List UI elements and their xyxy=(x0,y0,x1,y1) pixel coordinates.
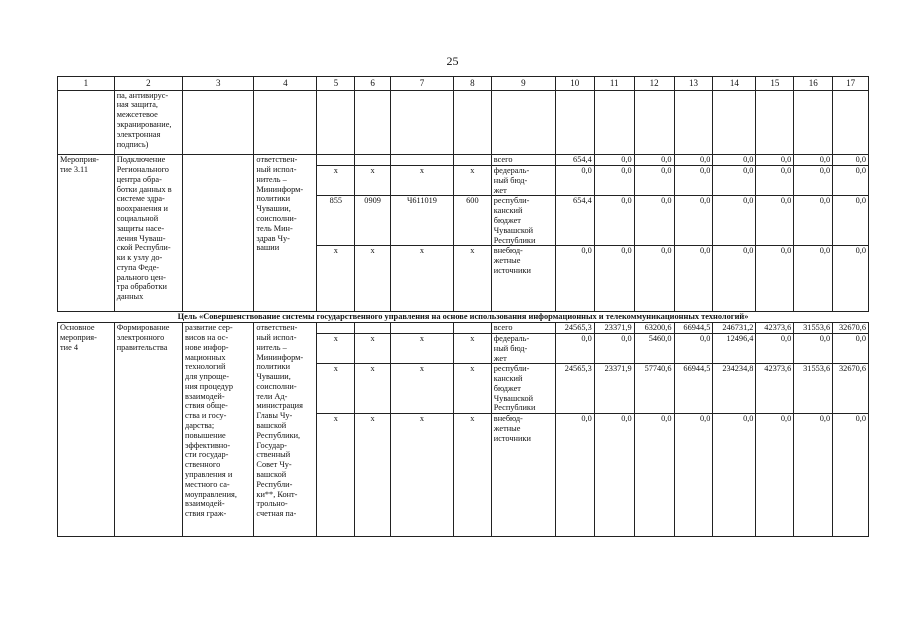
amount-cell: 0,0 xyxy=(634,166,674,196)
event-name-cell xyxy=(114,323,182,537)
column-number: 10 xyxy=(555,77,594,91)
amount-cell: 0,0 xyxy=(594,246,634,312)
cell-line: счетная па- xyxy=(256,509,297,519)
column-number: 6 xyxy=(355,77,391,91)
cell-line: подпись) xyxy=(116,139,149,149)
amount-cell: 0,0 xyxy=(756,155,794,166)
amount-cell: 0,0 xyxy=(674,166,713,196)
amount-cell: 0,0 xyxy=(594,196,634,246)
funding-source-cell xyxy=(491,166,555,196)
table-cell xyxy=(355,90,391,155)
cell-line: здрав Чу- xyxy=(256,233,290,243)
amount-cell: 0,0 xyxy=(794,155,833,166)
amount-cell: 31553,6 xyxy=(794,323,833,334)
cell-line: Подключение xyxy=(116,155,166,165)
cell-line: Мероприя- xyxy=(60,155,99,165)
table-cell xyxy=(674,90,713,155)
amount-cell: 0,0 xyxy=(674,414,713,537)
cell-line: нитель – xyxy=(256,342,287,352)
cell-line: дарства; xyxy=(185,421,215,431)
cell-line: вашской xyxy=(256,421,287,431)
amount-cell: 32670,6 xyxy=(833,364,869,414)
funding-source-cell xyxy=(491,334,555,364)
column-number: 15 xyxy=(756,77,794,91)
cell-line: ответствен- xyxy=(256,155,298,165)
amount-cell: 0,0 xyxy=(713,155,756,166)
column-number: 9 xyxy=(491,77,555,91)
amount-cell: 0,0 xyxy=(833,155,869,166)
cell-line: жет xyxy=(493,185,507,195)
cell-line: вашии xyxy=(256,243,280,253)
amount-cell: 234234,8 xyxy=(713,364,756,414)
cell-line: тель Мин- xyxy=(256,223,293,233)
amount-cell: 0,0 xyxy=(794,166,833,196)
amount-cell: 0,0 xyxy=(674,196,713,246)
cell-line: тие 4 xyxy=(60,342,78,352)
amount-cell: 0,0 xyxy=(555,166,594,196)
column-number: 11 xyxy=(594,77,634,91)
executor-cell xyxy=(254,155,317,312)
amount-cell: 0,0 xyxy=(756,196,794,246)
amount-cell: 0,0 xyxy=(594,155,634,166)
cell-line: управления и xyxy=(185,469,233,479)
table-cell xyxy=(713,90,756,155)
cell-line: всего xyxy=(493,155,513,165)
cell-line: ный испол- xyxy=(256,165,297,175)
cell-line: взаимодей- xyxy=(185,499,225,509)
cell-line: взаимодей- xyxy=(185,391,225,401)
table-cell xyxy=(254,90,317,155)
amount-cell: 0,0 xyxy=(674,246,713,312)
budget-code-cell xyxy=(355,155,391,166)
budget-code-cell: x xyxy=(390,166,453,196)
budget-code-cell: x xyxy=(317,166,355,196)
cell-line: ответствен- xyxy=(256,323,298,333)
amount-cell: 0,0 xyxy=(756,246,794,312)
amount-cell: 42373,6 xyxy=(756,323,794,334)
cell-line: бюджет xyxy=(493,215,521,225)
amount-cell: 654,4 xyxy=(555,155,594,166)
cell-line: жетные xyxy=(493,256,521,266)
cell-line: внебюд- xyxy=(493,246,523,256)
cell-line: Республики xyxy=(493,235,536,245)
event-purpose-cell xyxy=(183,155,254,312)
cell-line: местного са- xyxy=(185,479,230,489)
cell-line: ки**, Конт- xyxy=(256,489,298,499)
amount-cell: 0,0 xyxy=(634,246,674,312)
budget-code-cell: x xyxy=(453,334,491,364)
funding-source-cell xyxy=(491,196,555,246)
cell-line: министрация xyxy=(256,401,303,411)
cell-line: ственный xyxy=(256,450,291,460)
budget-code-cell: x xyxy=(317,246,355,312)
event-name-cell xyxy=(114,155,182,312)
cell-line: Главы Чу- xyxy=(256,411,293,421)
executor-cell xyxy=(254,323,317,537)
budget-code-cell: x xyxy=(390,334,453,364)
amount-cell: 0,0 xyxy=(674,334,713,364)
amount-cell: 0,0 xyxy=(756,414,794,537)
amount-cell: 0,0 xyxy=(674,155,713,166)
cell-line: политики xyxy=(256,194,291,204)
column-number: 13 xyxy=(674,77,713,91)
amount-cell: 0,0 xyxy=(555,246,594,312)
cell-line: ствия обще- xyxy=(185,401,228,411)
cell-line: Республи- xyxy=(256,479,293,489)
cell-line: нитель – xyxy=(256,174,287,184)
budget-code-cell: x xyxy=(355,414,391,537)
amount-cell: 0,0 xyxy=(833,246,869,312)
cell-line: ния процедур xyxy=(185,381,234,391)
cell-line: ступа Феде- xyxy=(116,262,160,272)
budget-code-cell xyxy=(390,155,453,166)
amount-cell: 12496,4 xyxy=(713,334,756,364)
amount-cell: 0,0 xyxy=(794,414,833,537)
cell-line: висов на ос- xyxy=(185,333,229,343)
cell-line: па, антивирус- xyxy=(116,90,169,100)
cell-line: бюджет xyxy=(493,383,521,393)
amount-cell: 654,4 xyxy=(555,196,594,246)
column-number: 5 xyxy=(317,77,355,91)
cell-line: федераль- xyxy=(493,166,530,176)
cell-line: развитие сер- xyxy=(185,323,233,333)
budget-code-cell: 600 xyxy=(453,196,491,246)
cell-line: Регионального xyxy=(116,165,169,175)
amount-cell: 0,0 xyxy=(634,414,674,537)
event-id-cell xyxy=(58,155,115,312)
table-cell xyxy=(491,90,555,155)
funding-source-cell xyxy=(491,323,555,334)
budget-code-cell xyxy=(355,323,391,334)
amount-cell: 0,0 xyxy=(713,414,756,537)
budget-code-cell xyxy=(453,155,491,166)
column-number: 7 xyxy=(390,77,453,91)
cell-line: ления Чуваш- xyxy=(116,233,166,243)
funding-source-cell xyxy=(491,414,555,537)
budget-code-cell: x xyxy=(453,246,491,312)
amount-cell: 0,0 xyxy=(555,414,594,537)
cell-line: воохранения и xyxy=(116,204,168,214)
cell-line: повышение xyxy=(185,430,226,440)
cell-line: Республики, xyxy=(256,430,301,440)
cell-line: тие 3.11 xyxy=(60,165,89,175)
table-cell xyxy=(555,90,594,155)
cell-line: Мининформ- xyxy=(256,352,304,362)
funding-source-cell xyxy=(491,364,555,414)
amount-cell: 0,0 xyxy=(794,196,833,246)
amount-cell: 0,0 xyxy=(594,414,634,537)
amount-cell: 24565,3 xyxy=(555,323,594,334)
budget-code-cell: x xyxy=(355,334,391,364)
budget-code-cell xyxy=(453,323,491,334)
funding-source-cell xyxy=(491,246,555,312)
table-cell xyxy=(317,90,355,155)
cell-line: трольно- xyxy=(256,499,288,509)
amount-cell: 0,0 xyxy=(594,334,634,364)
budget-code-cell: x xyxy=(355,364,391,414)
cell-line: политики xyxy=(256,362,291,372)
amount-cell: 42373,6 xyxy=(756,364,794,414)
budget-code-cell xyxy=(317,323,355,334)
budget-code-cell xyxy=(317,155,355,166)
cell-line: нове инфор- xyxy=(185,342,229,352)
cell-line: ской Республи- xyxy=(116,243,171,253)
cell-line: ный бюд- xyxy=(493,343,528,353)
cell-line: республи- xyxy=(493,196,530,206)
cell-line: моуправления, xyxy=(185,489,237,499)
cell-line: электронная xyxy=(116,129,161,139)
funding-source-cell xyxy=(491,155,555,166)
cell-line: рального цен- xyxy=(116,272,166,282)
cell-line: тели Ад- xyxy=(256,391,288,401)
cell-line: мероприя- xyxy=(60,333,97,343)
cell-line: сти государ- xyxy=(185,450,229,460)
cell-line: соисполни- xyxy=(256,381,297,391)
budget-code-cell: x xyxy=(317,364,355,414)
amount-cell: 0,0 xyxy=(713,166,756,196)
column-number: 16 xyxy=(794,77,833,91)
cell-line: источники xyxy=(493,433,531,443)
amount-cell: 0,0 xyxy=(756,166,794,196)
cell-line: правительства xyxy=(116,342,168,352)
amount-cell: 63200,6 xyxy=(634,323,674,334)
cell-line: мационных xyxy=(185,352,226,362)
budget-code-cell: Ч611019 xyxy=(390,196,453,246)
cell-line: эффективно- xyxy=(185,440,231,450)
budget-code-cell: x xyxy=(317,334,355,364)
amount-cell: 23371,9 xyxy=(594,323,634,334)
cell-line: канский xyxy=(493,374,523,384)
budget-code-cell: x xyxy=(390,246,453,312)
cell-line: федераль- xyxy=(493,334,530,344)
cell-line: вашской xyxy=(256,469,287,479)
cell-line: Чувашской xyxy=(493,393,534,403)
column-number: 12 xyxy=(634,77,674,91)
page-number: 25 xyxy=(446,54,459,68)
cell-line: ства и госу- xyxy=(185,411,227,421)
cell-line: ствия граж- xyxy=(185,509,227,519)
cell-line: Государ- xyxy=(256,440,287,450)
amount-cell: 0,0 xyxy=(833,414,869,537)
amount-cell: 0,0 xyxy=(713,246,756,312)
amount-cell: 0,0 xyxy=(713,196,756,246)
amount-cell: 5460,0 xyxy=(634,334,674,364)
cell-line: технологий xyxy=(185,362,226,372)
column-number-row xyxy=(58,77,869,91)
amount-cell: 0,0 xyxy=(833,196,869,246)
amount-cell: 66944,5 xyxy=(674,323,713,334)
amount-cell: 0,0 xyxy=(634,155,674,166)
cell-line: Мининформ- xyxy=(256,184,304,194)
cell-line: экранирование, xyxy=(116,119,172,129)
cell-line: системе здра- xyxy=(116,194,165,204)
cell-line: ки к узлу до- xyxy=(116,253,163,263)
column-number: 17 xyxy=(833,77,869,91)
cell-line: Чувашской xyxy=(493,225,534,235)
column-number: 1 xyxy=(58,77,115,91)
cell-line: республи- xyxy=(493,364,530,374)
amount-cell: 66944,5 xyxy=(674,364,713,414)
budget-code-cell: x xyxy=(390,364,453,414)
cell-line: данных xyxy=(116,292,144,302)
budget-code-cell: 0909 xyxy=(355,196,391,246)
cell-line: Чувашии, xyxy=(256,204,291,214)
cell-line: ная защита, xyxy=(116,100,159,110)
column-number: 2 xyxy=(114,77,182,91)
amount-cell: 0,0 xyxy=(794,334,833,364)
amount-cell: 0,0 xyxy=(555,334,594,364)
amount-cell: 0,0 xyxy=(833,334,869,364)
budget-code-cell: 855 xyxy=(317,196,355,246)
column-number: 14 xyxy=(713,77,756,91)
cell-line: канский xyxy=(493,206,523,216)
column-number: 3 xyxy=(183,77,254,91)
cell-line: жет xyxy=(493,353,507,363)
cell-line: социальной xyxy=(116,213,159,223)
cell-line: центра обра- xyxy=(116,174,162,184)
m4-row xyxy=(58,323,869,334)
budget-code-cell: x xyxy=(453,166,491,196)
amount-cell: 23371,9 xyxy=(594,364,634,414)
budget-code-cell: x xyxy=(453,364,491,414)
budget-code-cell: x xyxy=(390,414,453,537)
budget-code-cell: x xyxy=(317,414,355,537)
budget-code-cell: x xyxy=(355,246,391,312)
goal-row xyxy=(58,312,869,323)
cell-line: жетные xyxy=(493,424,521,434)
amount-cell: 32670,6 xyxy=(833,323,869,334)
cell-line: Формирование xyxy=(116,323,170,333)
budget-code-cell: x xyxy=(453,414,491,537)
cell-line: Совет Чу- xyxy=(256,460,292,470)
amount-cell: 31553,6 xyxy=(794,364,833,414)
amount-cell: 246731,2 xyxy=(713,323,756,334)
event-name-cell xyxy=(114,90,182,155)
cell-line: ботки данных в xyxy=(116,184,172,194)
column-number: 8 xyxy=(453,77,491,91)
table-cell xyxy=(594,90,634,155)
budget-table xyxy=(57,76,869,537)
goal-text: Цель «Совершенствование системы государственного управления на основе использования информационных и телекоммуникационных технологий» xyxy=(58,312,869,323)
event-id-cell xyxy=(58,90,115,155)
amount-cell: 0,0 xyxy=(756,334,794,364)
cell-line: электронного xyxy=(116,333,165,343)
amount-cell: 0,0 xyxy=(794,246,833,312)
m311-row xyxy=(58,155,869,166)
event-id-cell xyxy=(58,323,115,537)
event-purpose-cell xyxy=(183,323,254,537)
budget-code-cell: x xyxy=(355,166,391,196)
cell-line: Основное xyxy=(60,323,95,333)
cell-line: ный испол- xyxy=(256,333,297,343)
cell-line: Республики xyxy=(493,403,536,413)
cell-line: ный бюд- xyxy=(493,175,528,185)
cell-line: тра обработки xyxy=(116,282,167,292)
amount-cell: 0,0 xyxy=(594,166,634,196)
cell-line: защиты насе- xyxy=(116,223,165,233)
table-cell xyxy=(794,90,833,155)
cell-line: для упроще- xyxy=(185,372,229,382)
amount-cell: 0,0 xyxy=(833,166,869,196)
cell-line: соисполни- xyxy=(256,213,297,223)
budget-code-cell xyxy=(390,323,453,334)
table-cell xyxy=(183,90,254,155)
cell-line: источники xyxy=(493,265,531,275)
cell-line: ственного xyxy=(185,460,221,470)
amount-cell: 24565,3 xyxy=(555,364,594,414)
column-number: 4 xyxy=(254,77,317,91)
table-cell xyxy=(634,90,674,155)
table-cell xyxy=(453,90,491,155)
amount-cell: 0,0 xyxy=(634,196,674,246)
cell-line: межсетевое xyxy=(116,110,158,120)
continuation-row xyxy=(58,90,869,155)
table-cell xyxy=(390,90,453,155)
table-cell xyxy=(756,90,794,155)
cell-line: всего xyxy=(493,323,513,333)
cell-line: Чувашии, xyxy=(256,372,291,382)
cell-line: внебюд- xyxy=(493,414,523,424)
table-cell xyxy=(833,90,869,155)
amount-cell: 57740,6 xyxy=(634,364,674,414)
